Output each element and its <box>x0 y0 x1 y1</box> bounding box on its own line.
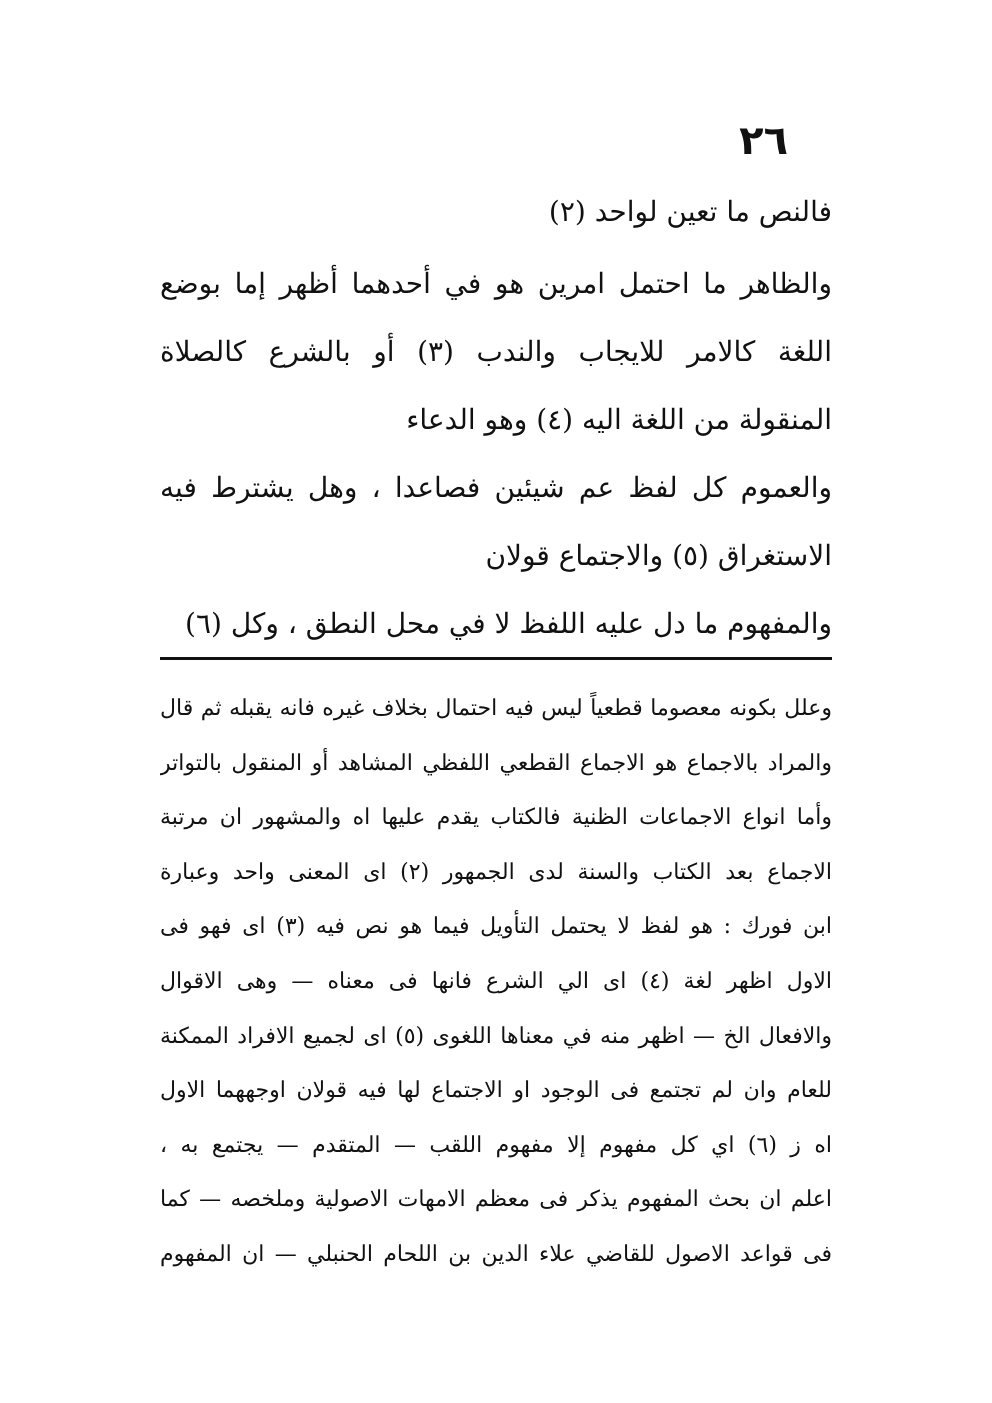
footnotes <box>160 682 832 1283</box>
footnote-line: الاول اظهر لغة (٤) اى الي الشرع فانها فى معناه — وهى الاقوال <box>160 968 832 994</box>
paragraph-zahir: والظاهر ما احتمل امرين هو في أحدهما أظهر إما بوضع اللغة كالامر للايجاب والندب (٣) أو بالشرع كالصلاة المنقولة من اللغة اليه (٤) وهو الدعاء <box>160 267 832 436</box>
main-text <box>160 178 832 658</box>
paragraph-nass: فالنص ما تعين لواحد (٢) <box>548 195 832 228</box>
footnote-line: وأما انواع الاجماعات الظنية فالكتاب يقدم عليها اه والمشهور ان مرتبة <box>160 805 832 831</box>
footnote-line: الاجماع بعد الكتاب والسنة لدى الجمهور (٢) اى المعنى واحد وعبارة <box>160 859 832 885</box>
footnote-line: للعام وان لم تجتمع فى الوجود او الاجتماع لها فيه قولان اوجههما الاول <box>160 1078 832 1104</box>
footnote-line: اعلم ان بحث المفهوم يذكر فى معظم الامهات الاصولية وملخصه — كما <box>160 1187 832 1213</box>
footnote-line: والمراد بالاجماع هو الاجماع القطعي اللفظي المشاهد أو المنقول بالتواتر <box>160 750 832 776</box>
footnote-divider <box>160 657 832 660</box>
paragraph-umum: والعموم كل لفظ عم شيئين فصاعدا ، وهل يشترط فيه الاستغراق (٥) والاجتماع قولان <box>160 471 832 572</box>
page-number: ٢٦ <box>739 118 788 164</box>
footnote-line: والافعال الخ — اظهر منه في معناها اللغوى (٥) اى لجميع الافراد الممكنة <box>160 1023 832 1049</box>
footnote-line: ابن فورك : هو لفظ لا يحتمل التأويل فيما هو نص فيه (٣) اى فهو فى <box>160 914 832 940</box>
footnote-line: وعلل بكونه معصوما قطعياً ليس فيه احتمال بخلاف غيره فانه يقبله ثم قال <box>160 696 832 721</box>
footnote-line: اه ز (٦) اي كل مفهوم إلا مفهوم اللقب — المتقدم — يجتمع به ، <box>160 1132 832 1158</box>
footnote-line: فى قواعد الاصول للقاضي علاء الدين بن اللحام الحنبلي — ان المفهوم <box>160 1241 832 1267</box>
paragraph-mafhum: والمفهوم ما دل عليه اللفظ لا في محل النطق ، وكل (٦) <box>185 607 832 640</box>
